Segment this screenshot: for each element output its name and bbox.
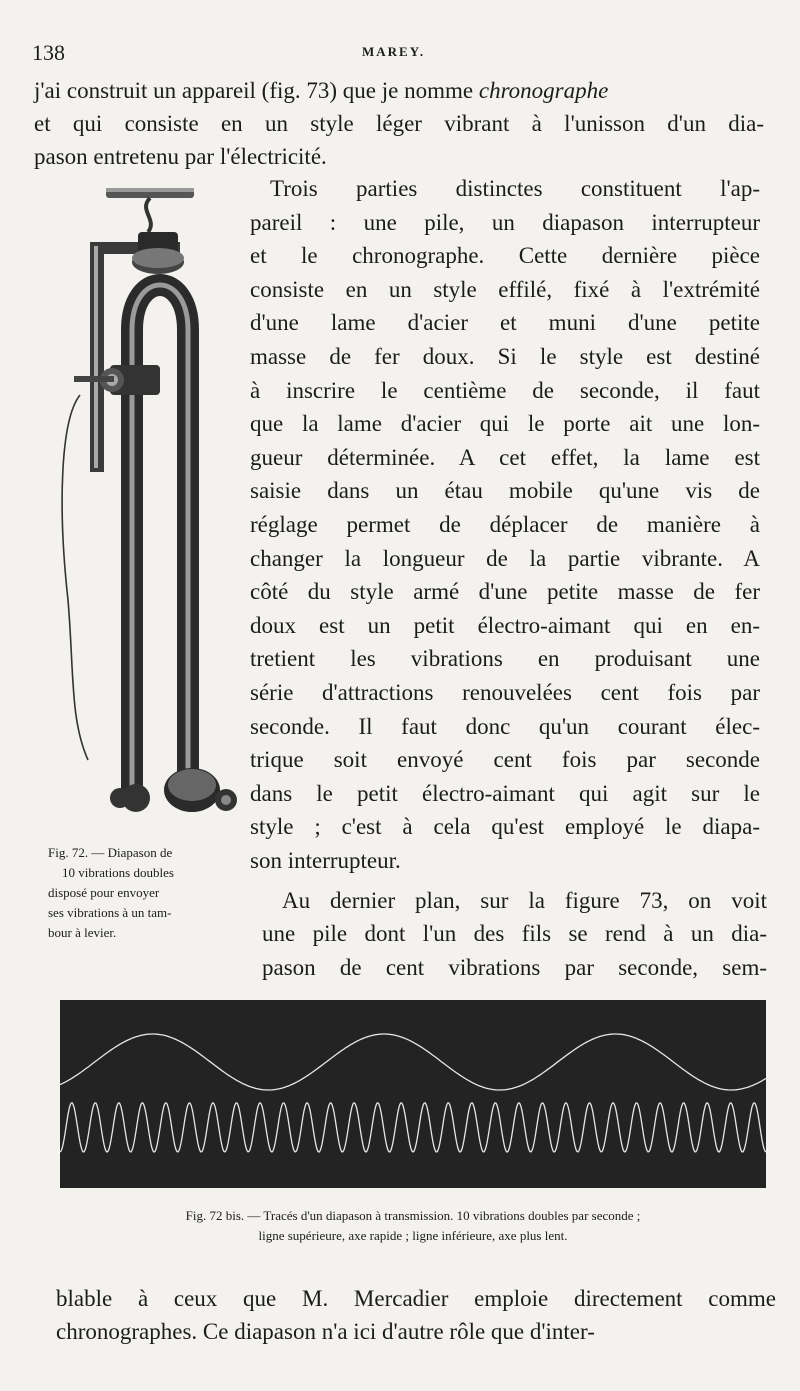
column-line: tretient les vibrations en produisant une [250,646,760,672]
column-line: masse de fer doux. Si le style est destiné [250,344,760,369]
vibration-traces-panel [60,1000,766,1188]
column-line: et le chronographe. Cette dernière pièce [250,243,760,269]
wire-cable [62,395,88,760]
column-line: doux est un petit électro-aimant qui en en- [250,612,760,638]
caption-line: 10 vibrations doubles [62,865,174,880]
page-number: 138 [32,40,65,65]
intro-line-2: et qui consiste en un style léger vibrant à l'unisson d'un dia- [34,111,764,136]
body-line-1: blable à ceux que M. Mercadier emploie directement comme [56,1286,776,1311]
caption-line: bour à levier. [48,925,117,940]
tuning-fork-illustration [40,180,250,840]
column-line: gueur déterminée. A cet effet, la lame est [250,444,760,470]
column-line: seconde. Il faut donc qu'un courant élec- [250,713,760,739]
column-line: dans le petit électro-aimant qui agit sur le [250,780,760,806]
column-line: son interrupteur. [250,848,401,873]
column-line: consiste en un style effilé, fixé à l'extrémité [250,276,760,302]
intro-line-3: pason entretenu par l'électricité. [34,144,327,169]
column-line: Trois parties distinctes constituent l'ap- [270,176,760,201]
intro-line-1 [34,74,608,107]
caption-line: disposé pour envoyer [48,885,160,900]
running-title: MAREY. [362,44,426,59]
caption-line: Fig. 72 bis. — Tracés d'un diapason à transmission. 10 vibrations doubles par seconde ; [185,1208,641,1223]
column-line: que la lame d'acier qui le porte ait une lon- [250,411,760,437]
column-line: série d'attractions renouvelées cent fois par [250,680,760,705]
column-line: style ; c'est à cela qu'est employé le diapa- [250,814,760,840]
caption-line: ses vibrations à un tam- [48,905,172,920]
caption-line: ligne supérieure, axe rapide ; ligne inférieure, axe plus lent. [258,1228,568,1243]
column-line: pareil : une pile, un diapason interrupteur [250,209,760,235]
caption-line: Fig. 72. — Diapason de [48,845,173,860]
column-line: côté du style armé d'une petite masse de fer [250,579,760,605]
intro-text: j'ai construit un appareil (fig. 73) que je nomme [34,78,479,103]
column-line: d'une lame d'acier et muni d'une petite [250,310,760,336]
figure-72-caption [48,843,248,943]
column-line: réglage permet de déplacer de manière à [250,512,760,537]
column-line: Au dernier plan, sur la figure 73, on voit [282,887,767,913]
running-head [32,36,760,66]
fork-prongs [132,285,188,800]
intro-emphasis: chronographe [478,78,609,103]
body-line-2: chronographes. Ce diapason n'a ici d'autre rôle que d'inter- [56,1319,595,1344]
column-line: trique soit envoyé cent fois par seconde [250,747,760,773]
column-line: à inscrire le centième de seconde, il faut [250,377,760,403]
column-line: changer la longueur de la partie vibrante. A [250,545,760,571]
column-line: pason de cent vibrations par seconde, sem- [262,954,767,980]
column-line: une pile dont l'un des fils se rend à un dia- [262,921,767,947]
figure-72bis-caption [60,1206,766,1246]
column-line: saisie dans un étau mobile qu'une vis de [250,478,760,504]
